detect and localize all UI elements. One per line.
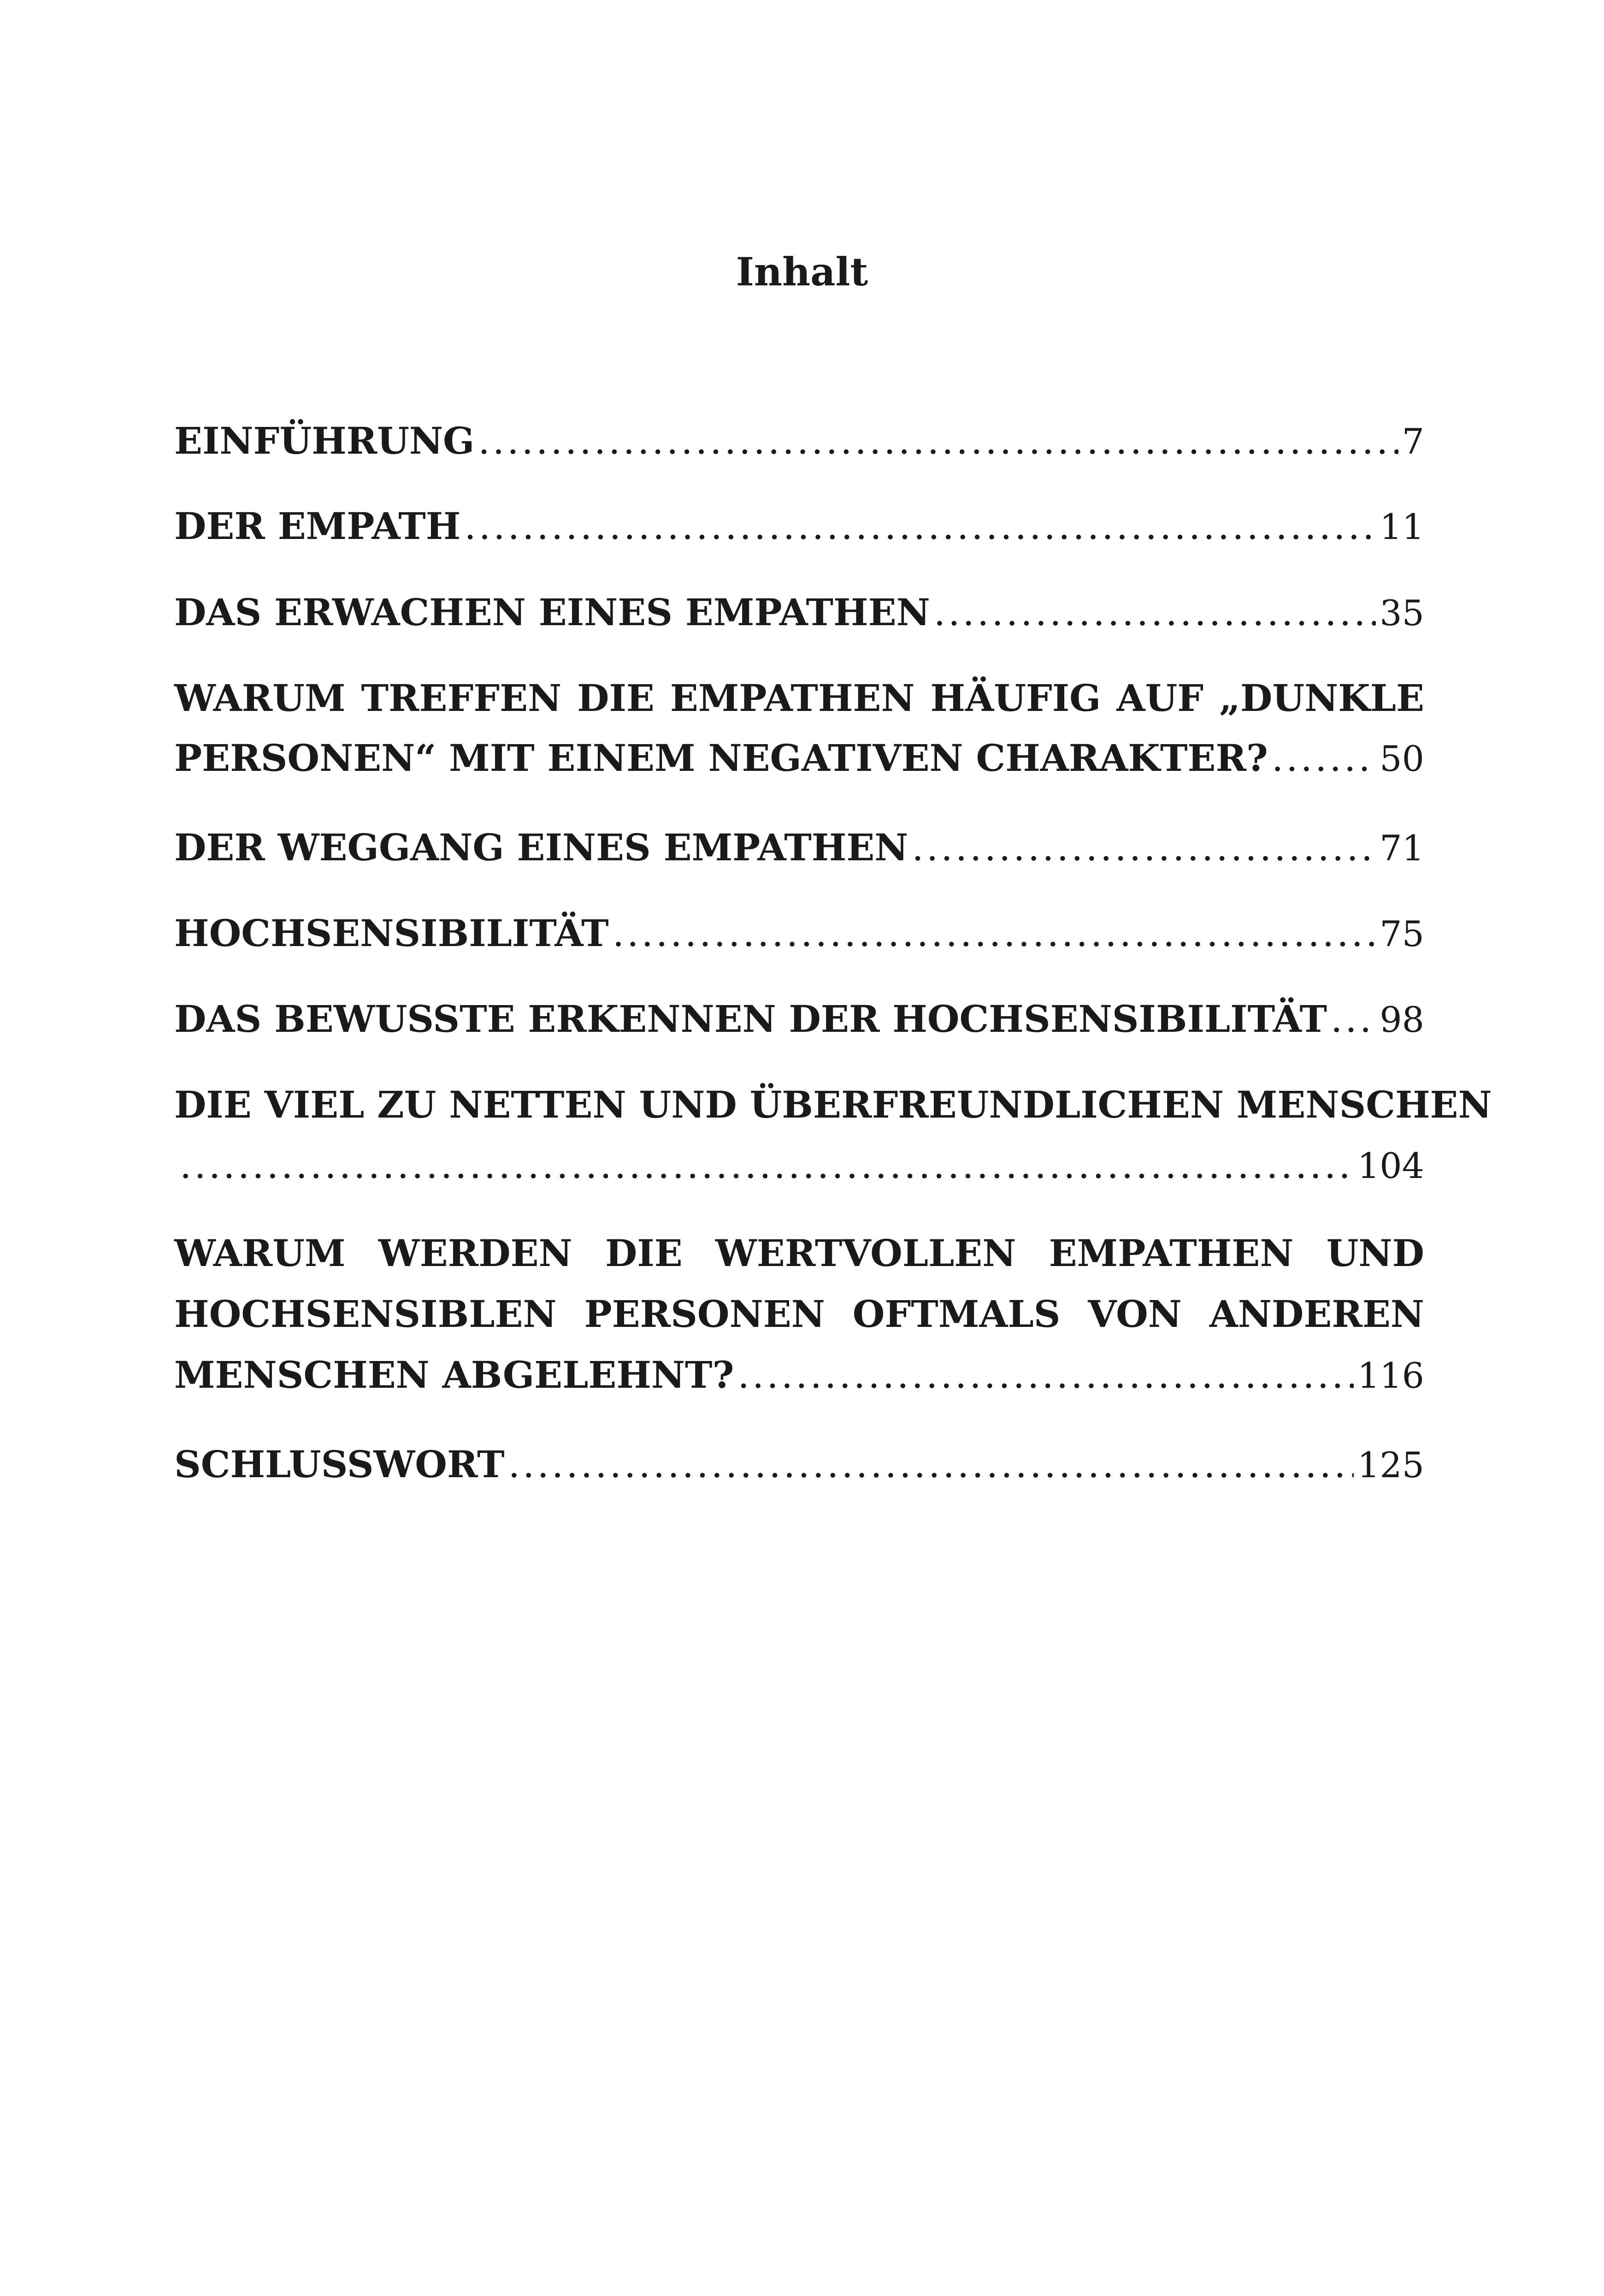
toc-entry-title-line: WARUM WERDEN DIE WERTVOLLEN EMPATHEN UND (174, 1231, 1424, 1275)
toc-entry[interactable] (174, 410, 1424, 471)
dot-leader (912, 817, 1376, 878)
dot-leader (934, 582, 1376, 643)
toc-entry-title-line: WARUM TREFFEN DIE EMPATHEN HÄUFIG AUF „DUNKLE (174, 676, 1424, 720)
toc-entry[interactable] (174, 582, 1424, 643)
toc-entry-title: DAS ERWACHEN EINES EMPATHEN (174, 591, 930, 634)
toc-entry[interactable] (174, 496, 1424, 556)
toc-entry-page: 35 (1380, 592, 1424, 633)
toc-entry-page: 11 (1380, 506, 1424, 547)
toc-entry-page: 7 (1402, 421, 1424, 462)
toc-entry-page: 104 (1357, 1145, 1424, 1186)
dot-leader (478, 411, 1398, 472)
toc-entry-page: 71 (1380, 828, 1424, 869)
toc-entry-title: DER WEGGANG EINES EMPATHEN (174, 826, 908, 869)
toc-entry[interactable] (174, 1074, 1492, 1196)
toc-entry[interactable] (174, 668, 1424, 788)
toc-entry-title: EINFÜHRUNG (174, 419, 475, 462)
toc-entry-title-line: HOCHSENSIBLEN PERSONEN OFTMALS VON ANDEREN (174, 1292, 1424, 1336)
toc-entry-page: 125 (1357, 1444, 1424, 1485)
dot-leader (508, 1434, 1354, 1495)
toc-entry-page: 98 (1380, 999, 1424, 1040)
dot-leader (1331, 989, 1376, 1050)
toc-entry[interactable] (174, 988, 1424, 1049)
dot-leader (1272, 728, 1376, 789)
toc-entry[interactable] (174, 817, 1424, 878)
toc-entry-page: 75 (1380, 913, 1424, 954)
toc-entry[interactable] (174, 1223, 1424, 1405)
toc-entry-title: DER EMPATH (174, 504, 461, 548)
dot-leader (180, 1135, 1354, 1196)
toc-entry-title: SCHLUSSWORT (174, 1443, 505, 1486)
toc-entry-page: 50 (1380, 738, 1424, 779)
toc-entry-title: HOCHSENSIBILITÄT (174, 911, 609, 955)
dot-leader (464, 496, 1376, 557)
toc-entry-page: 116 (1357, 1355, 1424, 1396)
page-title: Inhalt (736, 249, 868, 295)
toc-entry[interactable] (174, 903, 1424, 964)
toc-entry[interactable] (174, 1434, 1424, 1495)
dot-leader (737, 1345, 1353, 1406)
toc-entry-title: DAS BEWUSSTE ERKENNEN DER HOCHSENSIBILITÄT (174, 997, 1327, 1041)
toc-entry-title: MENSCHEN ABGELEHNT? (174, 1353, 734, 1397)
toc-entry-title: DIE VIEL ZU NETTEN UND ÜBERFREUNDLICHEN MENSCHEN (174, 1083, 1492, 1126)
toc-entry-title: PERSONEN“ MIT EINEM NEGATIVEN CHARAKTER? (174, 736, 1268, 780)
dot-leader (613, 903, 1376, 964)
